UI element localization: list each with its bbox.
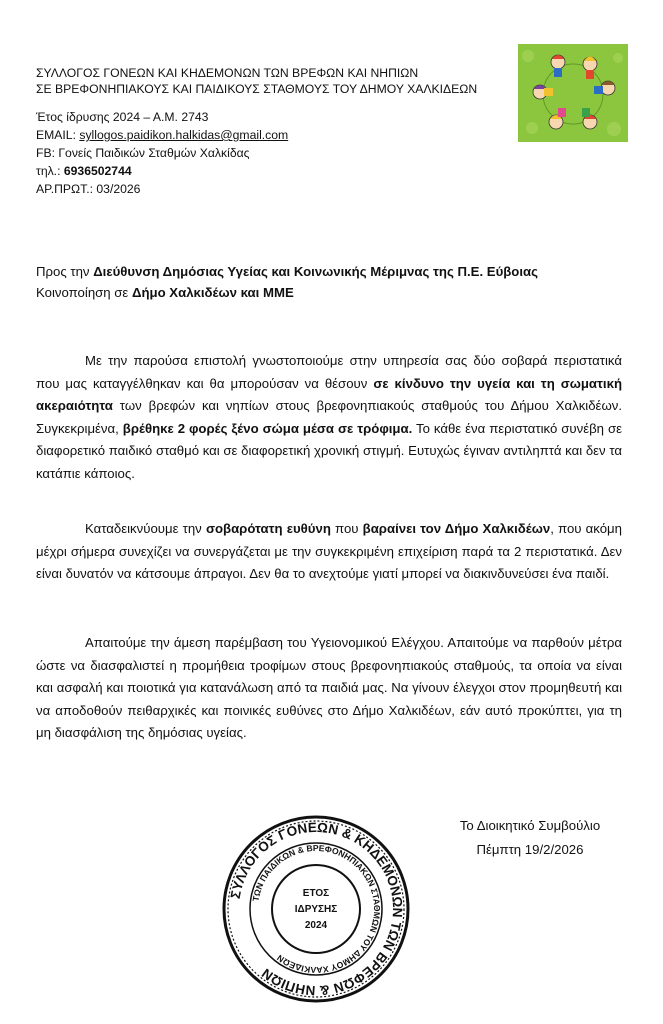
phone-number: 6936502744 bbox=[63, 164, 132, 178]
email-link[interactable]: syllogos.paidikon.halkidas@gmail.com bbox=[79, 128, 289, 142]
stamp-center-line2: ΙΔΡΥΣΗΣ bbox=[294, 904, 338, 915]
org-name-line2: ΣΕ ΒΡΕΦΟΝΗΠΙΑΚΟΥΣ ΚΑΙ ΠΑΙΔΙΚΟΥΣ ΣΤΑΘΜΟΥΣ ΤΟΥ ΔΗΜΟΥ ΧΑΛΚΙΔΕΩΝ bbox=[36, 82, 478, 96]
fb-line: FB: Γονείς Παιδικών Σταθμών Χαλκίδας bbox=[36, 146, 250, 160]
p2-bold-d: βαραίνει τον Δήμο Χαλκιδέων bbox=[362, 521, 551, 536]
p2-bold-b: σοβαρότατη ευθύνη bbox=[205, 521, 331, 536]
stamp-icon bbox=[218, 814, 414, 1004]
protocol-number: ΑΡ.ΠΡΩΤ.: 03/2026 bbox=[36, 182, 141, 196]
p1-bold-b: σε κίνδυνο την υγεία και τη σωματική ακεραιότητα bbox=[36, 375, 623, 413]
p1-bold-d: βρέθηκε 2 φορές ξένο σώμα μέσα σε τρόφιμα. bbox=[122, 420, 413, 436]
p1-text-c: των βρεφών και νηπίων στους βρεφονηπιακούς σταθμούς του Δήμου Χαλκιδέων. Συγκεκριμένα, bbox=[36, 398, 622, 436]
p2-text-a: Καταδεικνύουμε την bbox=[85, 521, 206, 536]
paragraph-3: Απαιτούμε την άμεση παρέμβαση του Υγειονομικού Ελέγχου. Απαιτούμε να παρθούν μέτρα ώστε να διασφαλιστεί η προμήθεια τροφίμων στους βρεφονηπιακούς σταθμούς, τα οποία να είναι και ασφαλή και ποιοτικά για κατανάλωση από τα παιδιά μας. Να γίνουν έλεγχοι στον προμηθευτή και να αποδοθούν πειθαρχικές και ποινικές ευθύνες στο Δήμο Χαλκιδέων, εάν αυτό προκύπτει, για τη μη διασφάλιση της δημόσιας υγείας. bbox=[36, 635, 622, 740]
stamp-center-line3: 2024 bbox=[304, 920, 328, 931]
email-line bbox=[36, 127, 288, 143]
signature-date: Πέμπτη 19/2/2026 bbox=[476, 842, 584, 857]
p2-text-c: που bbox=[330, 521, 363, 536]
logo-icon bbox=[518, 44, 628, 142]
recipient-cc-name: Δήμο Χαλκιδέων και ΜΜΕ bbox=[131, 285, 294, 300]
recipient-cc-prefix: Κοινοποίηση σε bbox=[36, 285, 132, 300]
phone-label: τηλ.: bbox=[36, 164, 64, 178]
recipient-to bbox=[36, 262, 538, 282]
founded-line: Έτος ίδρυσης 2024 – Α.Μ. 2743 bbox=[36, 110, 209, 124]
recipient-cc bbox=[36, 283, 294, 303]
official-stamp bbox=[218, 814, 414, 1004]
p1-text-e: Το κάθε ένα περιστατικό συνέβη σε διαφορετικό παιδικό σταθμό και σε διαφορετική χρονική στιγμή. Ευτυχώς έγιναν αντιληπτά και δεν τα κατάπιε κάποιος. bbox=[36, 420, 622, 481]
paragraph-1 bbox=[36, 350, 622, 485]
stamp-center-line1: ΕΤΟΣ bbox=[302, 888, 330, 899]
org-name-line1: ΣΥΛΛΟΓΟΣ ΓΟΝΕΩΝ ΚΑΙ ΚΗΔΕΜΟΝΩΝ ΤΩΝ ΒΡΕΦΩΝ ΚΑΙ ΝΗΠΙΩΝ bbox=[36, 66, 419, 80]
stamp-inner-ring-text: ΤΩΝ ΠΑΙΔΙΚΩΝ & ΒΡΕΦΟΝΗΠΙΑΚΩΝ ΣΤΑΘΜΩΝ ΤΟΥ ΔΗΜΟΥ ΧΑΛΚΙΔΕΩΝ bbox=[250, 842, 383, 976]
recipient-to-prefix: Προς την bbox=[36, 264, 94, 279]
email-label: EMAIL: bbox=[36, 128, 80, 142]
p2-text-e: , που ακόμη μέχρι σήμερα συνεχίζει να συνεργάζεται με την συγκεκριμένη επιχείριση παρά τα 2 περιστατικά. Δεν είναι δυνατόν να κάτσουμε άπραγοι. Δεν θα το ανεχτούμε γιατί μπορεί να διακινδυνεύσει ένα παιδί. bbox=[36, 521, 622, 581]
phone-line bbox=[36, 163, 132, 179]
signature-board: Το Διοικητικό Συμβούλιο bbox=[459, 818, 601, 833]
p1-text-a: Με την παρούσα επιστολή γνωστοποιούμε στην υπηρεσία σας δύο σοβαρά περιστατικά που μας καταγγέλθηκαν και θα μπορούσαν να θέσουν bbox=[36, 353, 622, 391]
children-circle-logo bbox=[518, 44, 628, 142]
recipient-to-name: Διεύθυνση Δημόσιας Υγείας και Κοινωνικής Μέριμνας της Π.Ε. Εύβοιας bbox=[93, 264, 538, 279]
paragraph-2 bbox=[36, 518, 622, 586]
stamp-ring-text: ΣΥΛΛΟΓΟΣ ΓΟΝΕΩΝ & ΚΗΔΕΜΟΝΩΝ ΤΩΝ ΒΡΕΦΩΝ & ΝΗΠΙΩΝ bbox=[227, 819, 406, 999]
